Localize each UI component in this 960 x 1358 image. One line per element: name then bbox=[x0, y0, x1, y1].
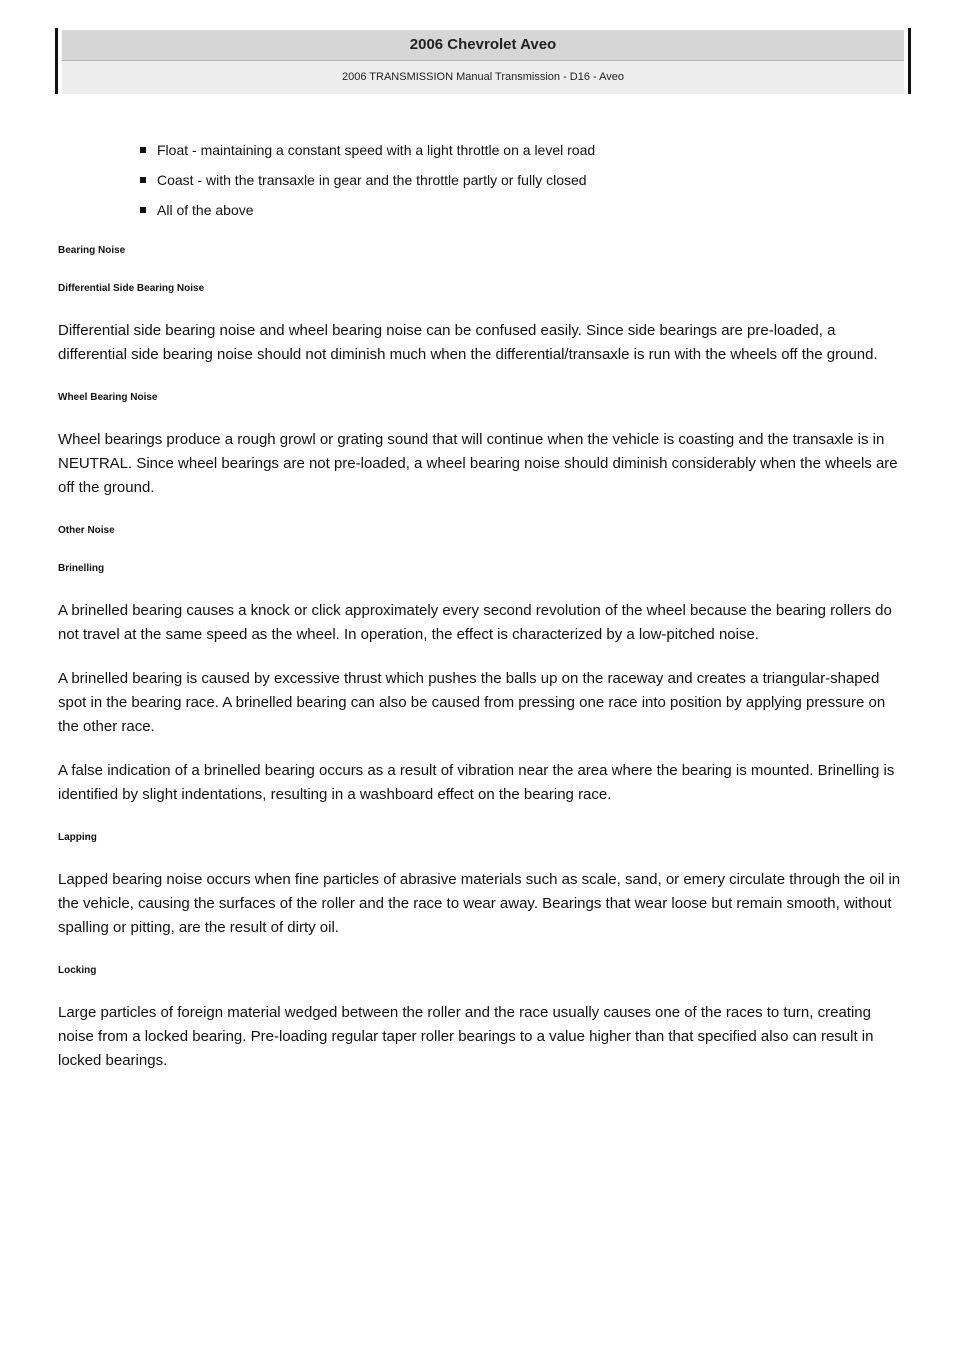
paragraph: A brinelled bearing causes a knock or click approximately every second revolution of the wheel because the bearing rollers do not travel at the same speed as the wheel. In operation, the effect is characterized by a low-pitched noise. bbox=[58, 602, 892, 643]
paragraph: A false indication of a brinelled bearing occurs as a result of vibration near the area where the bearing is mounted. Brinelling is identified by slight indentations, resulting in a washboard effect on the bearing race. bbox=[58, 762, 895, 803]
list-item-text: Coast - with the transaxle in gear and the throttle partly or fully closed bbox=[157, 172, 587, 188]
paragraph: A brinelled bearing is caused by excessive thrust which pushes the balls up on the raceway and creates a triangular-shaped spot in the bearing race. A brinelled bearing can also be caused from pressing one race into position by applying pressure on the other race. bbox=[58, 670, 886, 735]
subsection-heading: Lapping bbox=[58, 832, 97, 843]
page-header bbox=[55, 28, 911, 94]
noise-conditions-list bbox=[140, 140, 908, 220]
document-body bbox=[58, 140, 908, 1073]
subsection-heading: Wheel Bearing Noise bbox=[58, 392, 158, 403]
subsection-heading: Locking bbox=[58, 965, 97, 976]
square-bullet-icon bbox=[140, 207, 146, 213]
list-item bbox=[140, 140, 908, 160]
subsection-heading: Brinelling bbox=[58, 563, 105, 574]
square-bullet-icon bbox=[140, 147, 146, 153]
header-subtitle: 2006 TRANSMISSION Manual Transmission - D16 - Aveo bbox=[62, 61, 904, 94]
list-item-text: Float - maintaining a constant speed with a light throttle on a level road bbox=[157, 142, 596, 158]
paragraph: Differential side bearing noise and wheel bearing noise can be confused easily. Since side bearings are pre-loaded, a differential side bearing noise should not diminish much when the differential/transaxle is run with the wheels off the ground. bbox=[58, 322, 878, 363]
paragraph: Large particles of foreign material wedged between the roller and the race usually causes one of the races to turn, creating noise from a locked bearing. Pre-loading regular taper roller bearings to a value higher than that specified also can result in locked bearings. bbox=[58, 1004, 874, 1069]
list-item bbox=[140, 170, 908, 190]
section-heading: Other Noise bbox=[58, 525, 115, 536]
section-heading: Bearing Noise bbox=[58, 245, 126, 256]
list-item-text: All of the above bbox=[157, 202, 254, 218]
paragraph: Lapped bearing noise occurs when fine particles of abrasive materials such as scale, sand, or emery circulate through the oil in the vehicle, causing the surfaces of the roller and the race to wear away. Bearings that wear loose but remain smooth, without spalling or pitting, are the result of dirty oil. bbox=[58, 871, 901, 936]
subsection-heading: Differential Side Bearing Noise bbox=[58, 283, 205, 294]
paragraph: Wheel bearings produce a rough growl or grating sound that will continue when the vehicle is coasting and the transaxle is in NEUTRAL. Since wheel bearings are not pre-loaded, a wheel bearing noise should diminish considerably when the wheels are off the ground. bbox=[58, 431, 898, 496]
list-item bbox=[140, 200, 908, 220]
square-bullet-icon bbox=[140, 177, 146, 183]
header-title: 2006 Chevrolet Aveo bbox=[62, 30, 904, 61]
